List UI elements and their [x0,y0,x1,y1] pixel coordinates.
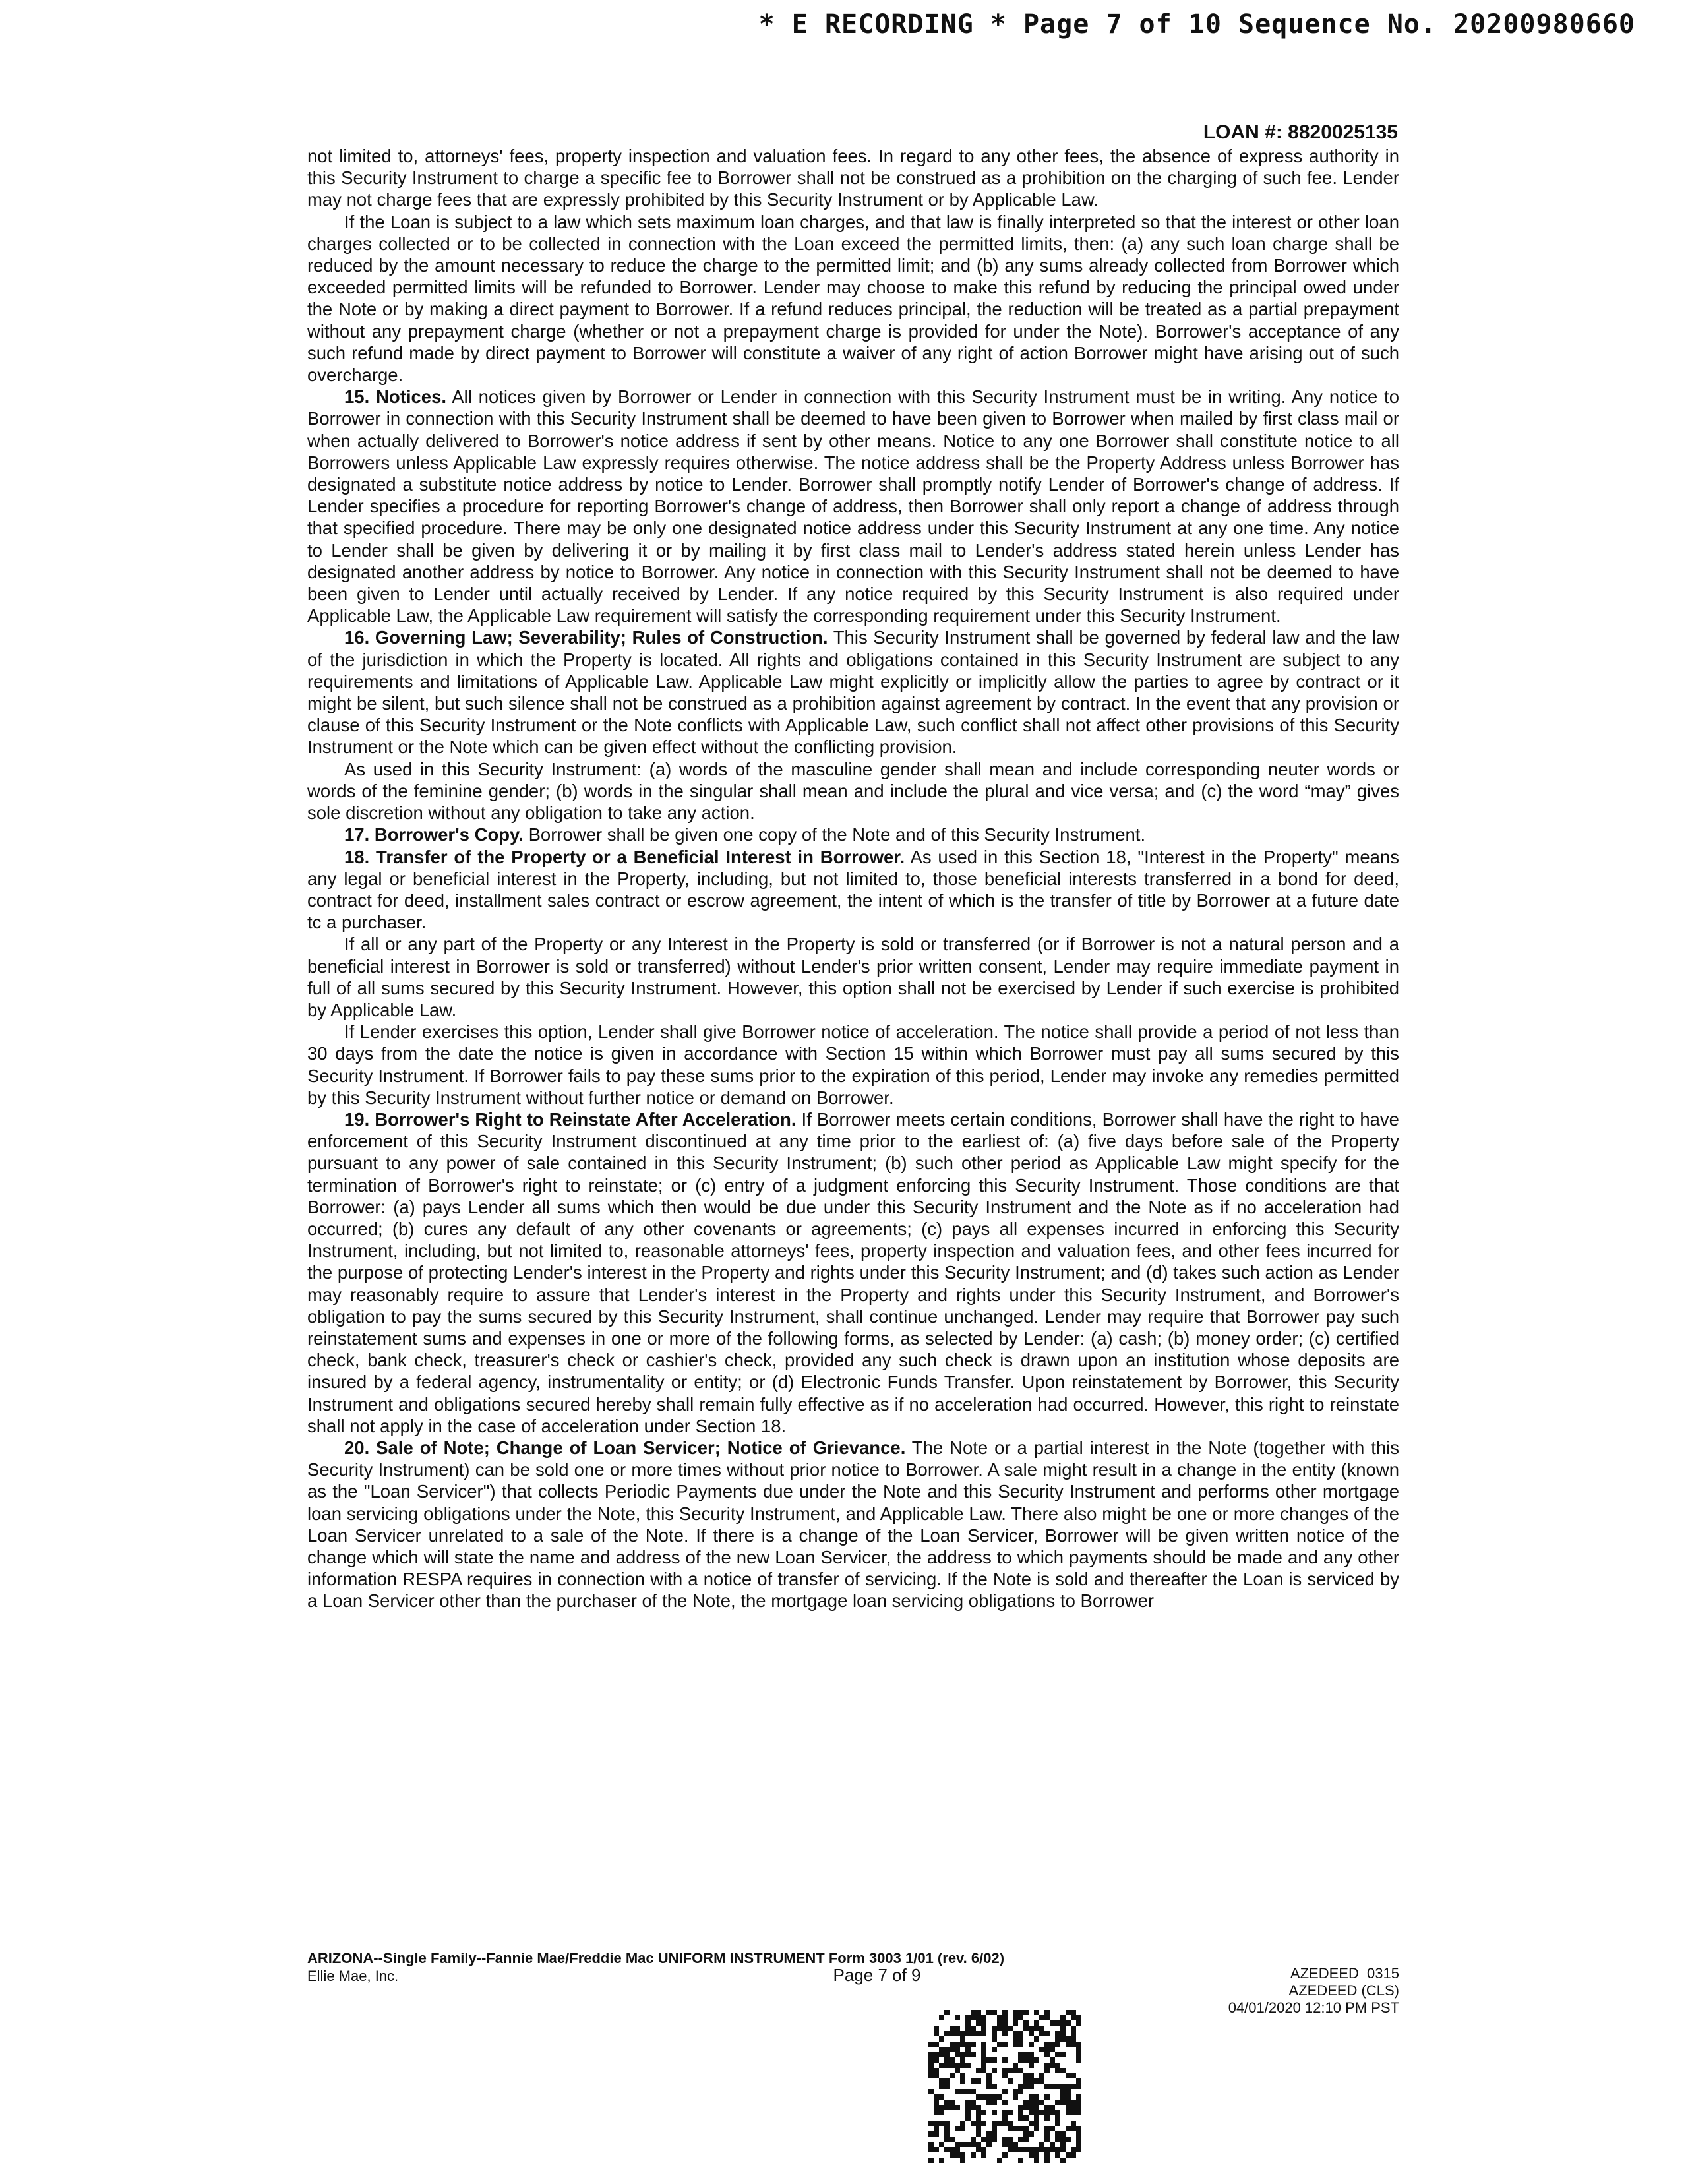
section-16-governing-law: 16. Governing Law; Severability; Rules of Construction. This Security Instrument shall be governed by federal law and the law of the jurisdiction in which the Property is located. All rights and obligations contained in this Security Instrument are subject to any requirements and limitations of Applicable Law. Applicable Law might explicitly or implicitly allow the parties to agree by contract or it might be silent, but such silence shall not be construed as a prohibition against agreement by contract. In the event that any provision or clause of this Security Instrument or the Note conflicts with Applicable Law, such conflict shall not affect other provisions of this Security Instrument or the Note which can be given effect without the conflicting provision. [307,627,1399,758]
form-code-cls: AZEDEED (CLS) [1288,1982,1399,1999]
section-heading: 18. Transfer of the Property or a Beneficial Interest in Borrower. [344,846,905,867]
form-code: AZEDEED 0315 [1290,1965,1399,1982]
print-timestamp: 04/01/2020 12:10 PM PST [1228,1999,1399,2016]
section-heading: 20. Sale of Note; Change of Loan Servicer; Notice of Grievance. [344,1437,906,1458]
section-20-sale-of-note: 20. Sale of Note; Change of Loan Servicer; Notice of Grievance. The Note or a partial interest in the Note (together with this Security Instrument) can be sold one or more times without prior notice to Borrower. A sale might result in a change in the entity (known as the "Loan Servicer") that collects Periodic Payments due under the Note and this Security Instrument and performs other mortgage loan servicing obligations under the Note, this Security Instrument, and Applicable Law. There also might be one or more changes of the Loan Servicer unrelated to a sale of the Note. If there is a change of the Loan Servicer, Borrower will be given written notice of the change which will state the name and address of the new Loan Servicer, the address to which payments should be made and any other information RESPA requires in connection with a notice of transfer of servicing. If the Note is sold and thereafter the Loan is serviced by a Loan Servicer other than the purchaser of the Note, the mortgage loan servicing obligations to Borrower [307,1437,1399,1612]
section-heading: 17. Borrower's Copy. [344,824,524,845]
section-15-notices: 15. Notices. All notices given by Borrower or Lender in connection with this Security Instrument must be in writing. Any notice to Borrower in connection with this Security Instrument shall be deemed to have been given to Borrower when mailed by first class mail or when actually delivered to Borrower's notice address if sent by other means. Notice to any one Borrower shall constitute notice to all Borrowers unless Applicable Law expressly requires otherwise. The notice address shall be the Property Address unless Borrower has designated a substitute notice address by notice to Lender. Borrower shall promptly notify Lender of Borrower's change of address. If Lender specifies a procedure for reporting Borrower's change of address, then Borrower shall only report a change of address through that specified procedure. There may be only one designated notice address under this Security Instrument at any one time. Any notice to Lender shall be given by delivering it or by mailing it by first class mail to Lender's address stated herein unless Lender has designated another address by notice to Borrower. Any notice in connection with this Security Instrument shall not be deemed to have been given to Lender until actually received by Lender. If any notice required by this Security Instrument is also required under Applicable Law, the Applicable Law requirement will satisfy the corresponding requirement under this Security Instrument. [307,386,1399,626]
barcode-graphic [928,2010,1081,2163]
paragraph-construction: As used in this Security Instrument: (a) words of the masculine gender shall mean and include corresponding neuter words or words of the feminine gender; (b) words in the singular shall mean and include the plural and vice versa; and (c) the word “may” gives sole discretion without any obligation to take any action. [307,758,1399,824]
paragraph-continuation: not limited to, attorneys' fees, property inspection and valuation fees. In regard to any other fees, the absence of express authority in this Security Instrument to charge a specific fee to Borrower shall not be construed as a prohibition on the charging of such fee. Lender may not charge fees that are expressly prohibited by this Security Instrument or by Applicable Law. [307,146,1399,210]
section-18-transfer: 18. Transfer of the Property or a Beneficial Interest in Borrower. As used in this Section 18, "Interest in the Property" means any legal or beneficial interest in the Property, including, but not limited to, those beneficial interests transferred in a bond for deed, contract for deed, installment sales contract or escrow agreement, the intent of which is the transfer of title by Borrower at a future date tc a purchaser. [307,846,1399,933]
publisher: Ellie Mae, Inc. [307,1968,399,1984]
2d-barcode-icon [928,2010,1081,2163]
paragraph-loan-charges: If the Loan is subject to a law which sets maximum loan charges, and that law is finally interpreted so that the interest or other loan charges collected or to be collected in connection with the Loan exceed the permitted limits, then: (a) any such loan charge shall be reduced by the amount necessary to reduce the charge to the permitted limit; and (b) any sums already collected from Borrower which exceeded permitted limits will be refunded to Borrower. Lender may choose to make this refund by reducing the principal owed under the Note or by making a direct payment to Borrower. If a refund reduces principal, the reduction will be treated as a partial prepayment without any prepayment charge (whether or not a prepayment charge is provided for under the Note). Borrower's acceptance of any such refund made by direct payment to Borrower will constitute a waiver of any right of action Borrower might have arising out of such overcharge. [307,211,1399,386]
section-19-reinstate: 19. Borrower's Right to Reinstate After Acceleration. If Borrower meets certain conditions, Borrower shall have the right to have enforcement of this Security Instrument discontinued at any time prior to the earliest of: (a) five days before sale of the Property pursuant to any power of sale contained in this Security Instrument; (b) such other period as Applicable Law might specify for the termination of Borrower's right to reinstate; or (c) entry of a judgment enforcing this Security Instrument. Those conditions are that Borrower: (a) pays Lender all sums which then would be due under this Security Instrument and the Note as if no acceleration had occurred; (b) cures any default of any other covenants or agreements; (c) pays all expenses incurred in enforcing this Security Instrument, including, but not limited to, reasonable attorneys' fees, property inspection and valuation fees, and other fees incurred for the purpose of protecting Lender's interest in the Property and rights under this Security Instrument; and (d) takes such action as Lender may reasonably require to assure that Lender's interest in the Property and rights under this Security Instrument, and Borrower's obligation to pay the sums secured by this Security Instrument, shall continue unchanged. Lender may require that Borrower pay such reinstatement sums and expenses in one or more of the following forms, as selected by Lender: (a) cash; (b) money order; (c) certified check, bank check, treasurer's check or cashier's check, provided any such check is drawn upon an institution whose deposits are insured by a federal agency, instrumentality or entity; or (d) Electronic Funds Transfer. Upon reinstatement by Borrower, this Security Instrument and obligations secured hereby shall remain fully effective as if no acceleration had occurred. However, this right to reinstate shall not apply in the case of acceleration under Section 18. [307,1108,1399,1436]
paragraph-transfer-consent: If all or any part of the Property or any Interest in the Property is sold or transferred (or if Borrower is not a natural person and a beneficial interest in Borrower is sold or transferred) without Lender's prior written consent, Lender may require immediate payment in full of all sums secured by this Security Instrument. However, this option shall not be exercised by Lender if such exercise is prohibited by Applicable Law. [307,934,1399,1020]
form-line: ARIZONA--Single Family--Fannie Mae/Freddie Mac UNIFORM INSTRUMENT Form 3003 1/01 (rev. 6/02) [307,1950,1005,1966]
section-heading: 16. Governing Law; Severability; Rules of Construction. [344,627,828,648]
paragraph-acceleration-notice: If Lender exercises this option, Lender shall give Borrower notice of acceleration. The notice shall provide a period of not less than 30 days from the date the notice is given in accordance with Section 15 within which Borrower must pay all sums secured by this Security Instrument. If Borrower fails to pay these sums prior to the expiration of this period, Lender may invoke any remedies permitted by this Security Instrument without further notice or demand on Borrower. [307,1021,1399,1108]
page-number: Page 7 of 9 [833,1965,921,1985]
section-heading: 15. Notices. [344,386,447,408]
footer-form-info [307,1949,1164,1985]
barcode-modules [928,2010,1081,2163]
loan-number: LOAN #: 8820025135 [1203,121,1398,143]
footer-codes [1160,1965,1399,2017]
section-17-borrowers-copy: 17. Borrower's Copy. Borrower shall be given one copy of the Note and of this Security Instrument. [344,824,1146,845]
document-body [307,145,1399,1612]
recording-banner: * E RECORDING * Page 7 of 10 Sequence No. 20200980660 [758,9,1635,40]
section-heading: 19. Borrower's Right to Reinstate After Acceleration. [344,1108,797,1130]
